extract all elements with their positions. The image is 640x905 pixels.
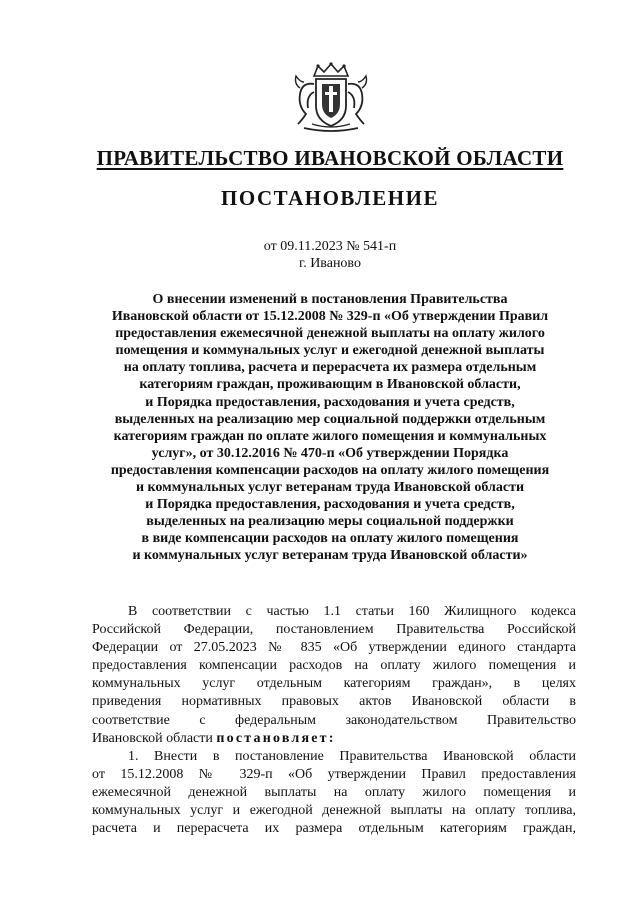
title-line: категориям граждан по оплате жилого помещения и коммунальных: [113, 428, 547, 444]
preamble-line: соответствие с федеральным законодательством Правительство: [92, 712, 576, 728]
preamble-last-text: Ивановской области: [92, 730, 213, 746]
title-line: и Порядка предоставления, расходования и учета средств,: [145, 394, 515, 410]
ivanovo-coat-of-arms-icon: [290, 62, 372, 134]
title-line: Ивановской области от 15.12.2008 № 329-п «Об утверждении Правил: [111, 309, 549, 325]
preamble-line: коммунальных услуг отдельным категориям граждан», в целях: [92, 676, 576, 692]
item1-line: коммунальных услуг и ежегодной денежной выплаты на оплату топлива,: [92, 803, 576, 819]
preamble-line: В соответствии с частью 1.1 статьи 160 Жилищного кодекса: [128, 604, 576, 619]
preamble-line: Российской Федерации, постановлением Правительства Российской: [92, 622, 576, 638]
document-type: ПОСТАНОВЛЕНИЕ: [221, 186, 439, 210]
preamble-line: приведения нормативных правовых актов Ивановской области в: [92, 694, 576, 710]
preamble-final-line: [92, 730, 576, 748]
title-line: категориям граждан, проживающим в Ивановской области,: [139, 377, 521, 393]
document-meta: [200, 238, 460, 272]
organization-name: ПРАВИТЕЛЬСТВО ИВАНОВСКОЙ ОБЛАСТИ: [96, 146, 564, 170]
title-line: предоставления ежемесячной денежной выплаты на оплату жилого: [115, 326, 545, 342]
date-number: от 09.11.2023 № 541-п: [263, 239, 397, 254]
document-body: [92, 603, 576, 838]
title-line: выделенных на реализацию мер социальной поддержки отдельным: [114, 411, 546, 427]
decree-word: постановляет:: [216, 730, 336, 746]
city: г. Иваново: [299, 256, 361, 271]
title-line: услуг», от 30.12.2016 № 470-п «Об утверждении Порядка: [151, 445, 509, 461]
document-title: [60, 291, 600, 565]
item1-line: 1. Внести в постановление Правительства Ивановской области: [128, 748, 576, 764]
title-line: на оплату топлива, расчета и перерасчета их размера отдельным: [123, 360, 537, 376]
title-line: предоставления компенсации расходов на оплату жилого помещения: [110, 462, 550, 478]
title-line: помещения и коммунальных услуг и ежегодной денежной выплаты: [115, 343, 545, 359]
title-line: выделенных на реализацию меры социальной поддержки: [146, 514, 514, 530]
item1-line: расчета и перерасчета их размера отдельным категориям граждан,: [92, 821, 576, 837]
title-line: О внесении изменений в постановления Правительства: [152, 292, 508, 307]
preamble-line: Федерации от 27.05.2023 № 835 «Об утверждении единого стандарта: [92, 640, 576, 656]
title-line: и коммунальных услуг ветеранам труда Ивановской области: [135, 480, 525, 496]
title-line: и Порядка предоставления, расходования и учета средств,: [145, 497, 515, 513]
title-line: в виде компенсации расходов на оплату жилого помещения: [141, 531, 519, 547]
item1-line: от 15.12.2008 № 329-п «Об утверждении Правил предоставления: [92, 766, 576, 782]
preamble-line: предоставления компенсации расходов на оплату жилого помещения и: [92, 658, 576, 674]
title-line: и коммунальных услуг ветеранам труда Ивановской области»: [132, 548, 528, 564]
item1-line: ежемесячной денежной выплаты на оплату жилого помещения и: [92, 784, 576, 800]
